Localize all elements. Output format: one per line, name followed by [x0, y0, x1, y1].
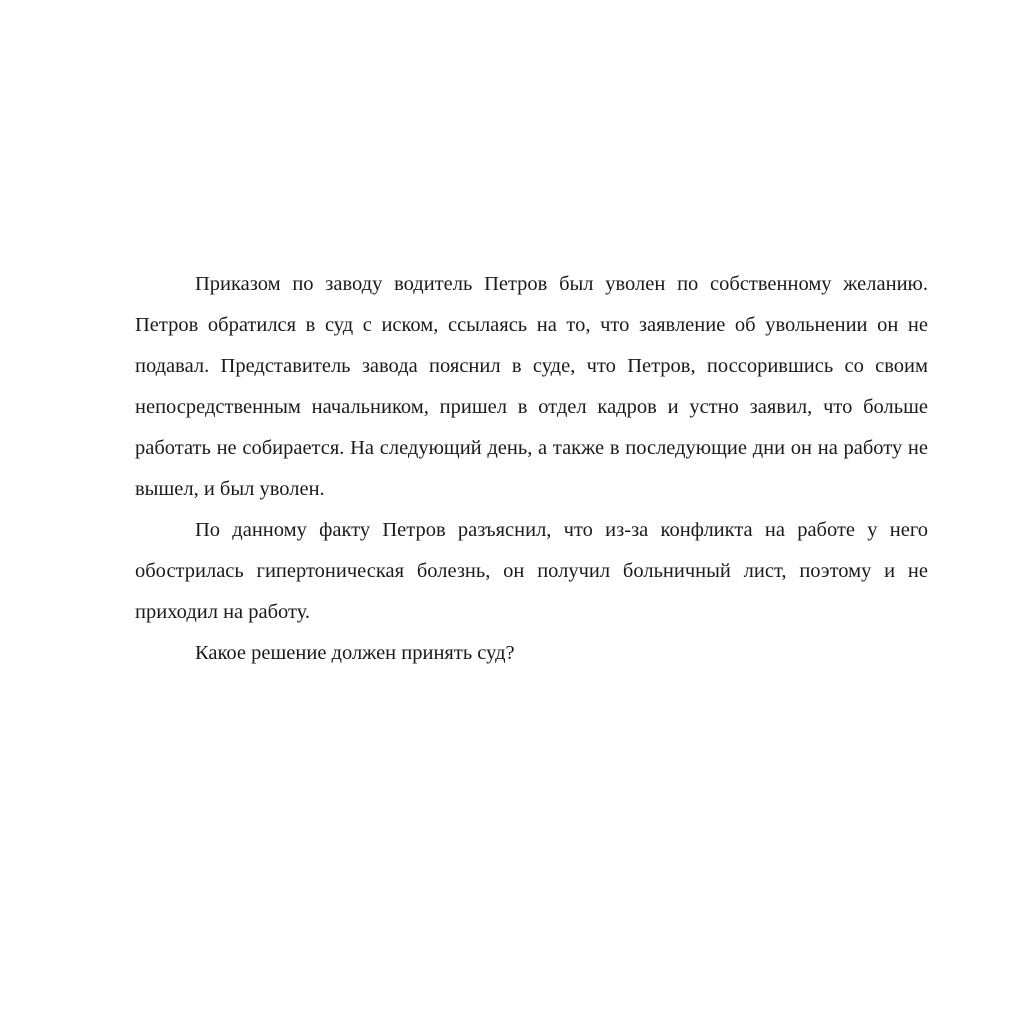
paragraph-question: Какое решение должен принять суд?: [195, 642, 515, 664]
paragraph-case-facts: Приказом по заводу водитель Петров был уволен по собственному желанию. Петров обратился в суд с иском, ссылаясь на то, что заявление об увольнении он не подавал. Представитель завода пояснил в суде, что Петров, поссорившись со своим непосредственным начальником, пришел в отдел кадров и устно заявил, что больше работать не собирается. На следующий день, а также в последующие дни он на работу не вышел, и был уволен.: [135, 273, 928, 500]
document-body: [135, 264, 928, 674]
paragraph-petrov-explanation: По данному факту Петров разъяснил, что из-за конфликта на работе у него обострилась гипертоническая болезнь, он получил больничный лист, поэтому и не приходил на работу.: [135, 519, 928, 623]
